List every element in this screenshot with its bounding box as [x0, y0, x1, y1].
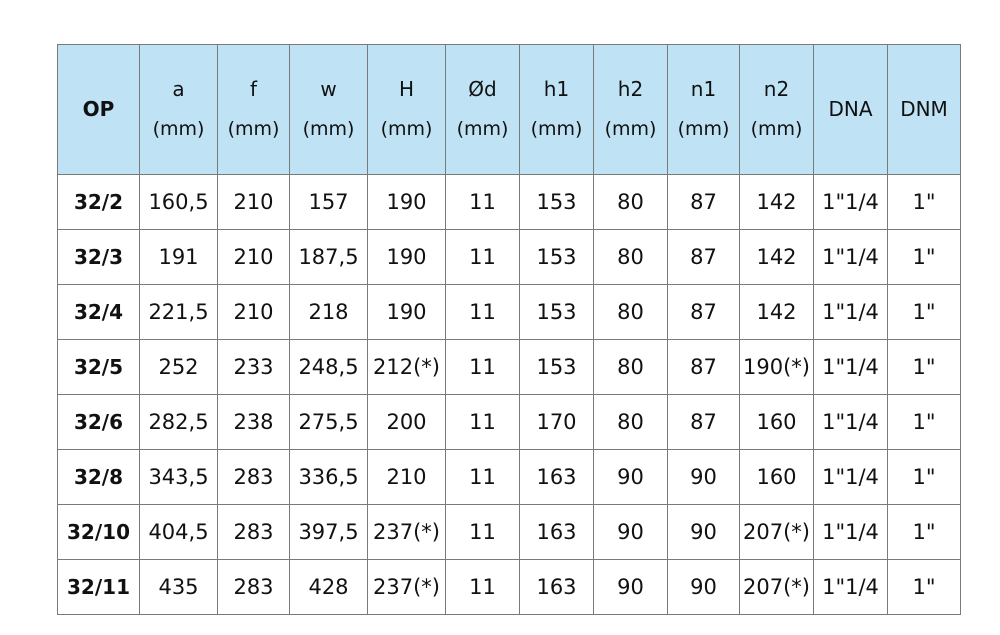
cell-h2: 80 — [594, 395, 668, 450]
column-unit-f: (mm) — [227, 118, 280, 141]
cell-w: 397,5 — [290, 505, 368, 560]
column-header-n1 — [668, 45, 740, 175]
cell-op: 32/10 — [58, 505, 140, 560]
column-header-n2 — [740, 45, 814, 175]
cell-dna: 1"1/4 — [814, 395, 888, 450]
cell-dna: 1"1/4 — [814, 340, 888, 395]
cell-n2: 207(*) — [740, 505, 814, 560]
column-header-h — [368, 45, 446, 175]
column-symbol-h1: h1 — [543, 77, 570, 102]
column-unit-h2: (mm) — [604, 118, 657, 141]
cell-od: 11 — [446, 560, 520, 615]
cell-od: 11 — [446, 505, 520, 560]
column-symbol-h2: h2 — [617, 77, 644, 102]
cell-op: 32/5 — [58, 340, 140, 395]
column-symbol-dna: DNA — [828, 97, 873, 121]
cell-dnm: 1" — [888, 395, 961, 450]
cell-dnm: 1" — [888, 340, 961, 395]
cell-h1: 153 — [520, 230, 594, 285]
column-header-a — [140, 45, 218, 175]
cell-h: 237(*) — [368, 560, 446, 615]
cell-w: 248,5 — [290, 340, 368, 395]
column-header-od — [446, 45, 520, 175]
cell-dnm: 1" — [888, 175, 961, 230]
cell-op: 32/4 — [58, 285, 140, 340]
cell-dnm: 1" — [888, 505, 961, 560]
column-unit-n1: (mm) — [677, 118, 730, 141]
cell-a: 435 — [140, 560, 218, 615]
cell-h2: 80 — [594, 285, 668, 340]
cell-f: 283 — [218, 560, 290, 615]
cell-h2: 90 — [594, 560, 668, 615]
column-symbol-n2: n2 — [763, 77, 790, 102]
cell-od: 11 — [446, 340, 520, 395]
column-symbol-w: w — [320, 77, 337, 102]
cell-od: 11 — [446, 230, 520, 285]
cell-op: 32/3 — [58, 230, 140, 285]
column-unit-w: (mm) — [302, 118, 355, 141]
cell-h1: 163 — [520, 560, 594, 615]
cell-op: 32/6 — [58, 395, 140, 450]
column-unit-h: (mm) — [380, 118, 433, 141]
column-header-w — [290, 45, 368, 175]
column-unit-a: (mm) — [152, 118, 205, 141]
cell-dnm: 1" — [888, 450, 961, 505]
cell-h1: 163 — [520, 505, 594, 560]
cell-op: 32/8 — [58, 450, 140, 505]
cell-f: 233 — [218, 340, 290, 395]
cell-n2: 190(*) — [740, 340, 814, 395]
table-header — [58, 45, 961, 175]
cell-a: 252 — [140, 340, 218, 395]
cell-n2: 142 — [740, 175, 814, 230]
cell-op: 32/11 — [58, 560, 140, 615]
column-symbol-a: a — [172, 77, 185, 102]
column-symbol-op: OP — [82, 97, 115, 121]
cell-n1: 87 — [668, 175, 740, 230]
cell-n2: 207(*) — [740, 560, 814, 615]
table-row — [58, 560, 961, 615]
cell-h: 237(*) — [368, 505, 446, 560]
cell-dna: 1"1/4 — [814, 450, 888, 505]
cell-a: 160,5 — [140, 175, 218, 230]
column-header-dnm — [888, 45, 961, 175]
column-unit-n2: (mm) — [750, 118, 803, 141]
cell-h2: 80 — [594, 175, 668, 230]
table-row — [58, 285, 961, 340]
column-symbol-f: f — [249, 77, 258, 102]
cell-a: 404,5 — [140, 505, 218, 560]
cell-w: 275,5 — [290, 395, 368, 450]
cell-n1: 90 — [668, 505, 740, 560]
cell-n1: 87 — [668, 285, 740, 340]
cell-f: 283 — [218, 505, 290, 560]
cell-h: 210 — [368, 450, 446, 505]
cell-n2: 142 — [740, 230, 814, 285]
cell-dnm: 1" — [888, 560, 961, 615]
cell-od: 11 — [446, 285, 520, 340]
cell-n1: 87 — [668, 230, 740, 285]
column-header-op — [58, 45, 140, 175]
cell-dna: 1"1/4 — [814, 505, 888, 560]
cell-n1: 87 — [668, 340, 740, 395]
cell-w: 218 — [290, 285, 368, 340]
cell-od: 11 — [446, 450, 520, 505]
cell-dna: 1"1/4 — [814, 285, 888, 340]
cell-h: 190 — [368, 175, 446, 230]
cell-h2: 80 — [594, 340, 668, 395]
cell-h2: 90 — [594, 450, 668, 505]
cell-op: 32/2 — [58, 175, 140, 230]
cell-a: 191 — [140, 230, 218, 285]
cell-h: 212(*) — [368, 340, 446, 395]
cell-h1: 170 — [520, 395, 594, 450]
cell-f: 210 — [218, 285, 290, 340]
cell-n2: 160 — [740, 450, 814, 505]
cell-n2: 142 — [740, 285, 814, 340]
cell-n1: 90 — [668, 450, 740, 505]
cell-h: 200 — [368, 395, 446, 450]
cell-dnm: 1" — [888, 230, 961, 285]
column-header-dna — [814, 45, 888, 175]
cell-f: 283 — [218, 450, 290, 505]
spec-table-container — [57, 44, 960, 615]
table-row — [58, 175, 961, 230]
cell-dnm: 1" — [888, 285, 961, 340]
cell-a: 282,5 — [140, 395, 218, 450]
cell-w: 157 — [290, 175, 368, 230]
cell-h1: 153 — [520, 175, 594, 230]
column-unit-od: (mm) — [456, 118, 509, 141]
cell-dna: 1"1/4 — [814, 230, 888, 285]
cell-f: 238 — [218, 395, 290, 450]
column-header-f — [218, 45, 290, 175]
table-row — [58, 395, 961, 450]
cell-f: 210 — [218, 175, 290, 230]
cell-h: 190 — [368, 285, 446, 340]
pump-dimensions-table — [57, 44, 961, 615]
cell-w: 428 — [290, 560, 368, 615]
column-symbol-dnm: DNM — [900, 97, 948, 121]
column-symbol-h: H — [398, 77, 415, 102]
column-header-h2 — [594, 45, 668, 175]
column-symbol-od: Ød — [468, 77, 497, 102]
cell-od: 11 — [446, 175, 520, 230]
cell-a: 221,5 — [140, 285, 218, 340]
header-row — [58, 45, 961, 175]
cell-n2: 160 — [740, 395, 814, 450]
cell-dna: 1"1/4 — [814, 560, 888, 615]
table-row — [58, 340, 961, 395]
cell-od: 11 — [446, 395, 520, 450]
cell-w: 336,5 — [290, 450, 368, 505]
column-symbol-n1: n1 — [690, 77, 717, 102]
table-row — [58, 505, 961, 560]
cell-n1: 90 — [668, 560, 740, 615]
cell-a: 343,5 — [140, 450, 218, 505]
cell-n1: 87 — [668, 395, 740, 450]
cell-h1: 153 — [520, 285, 594, 340]
cell-f: 210 — [218, 230, 290, 285]
table-row — [58, 450, 961, 505]
table-body — [58, 175, 961, 615]
cell-h2: 80 — [594, 230, 668, 285]
cell-h2: 90 — [594, 505, 668, 560]
cell-w: 187,5 — [290, 230, 368, 285]
cell-h: 190 — [368, 230, 446, 285]
cell-dna: 1"1/4 — [814, 175, 888, 230]
cell-h1: 163 — [520, 450, 594, 505]
column-unit-h1: (mm) — [530, 118, 583, 141]
column-header-h1 — [520, 45, 594, 175]
cell-h1: 153 — [520, 340, 594, 395]
table-row — [58, 230, 961, 285]
